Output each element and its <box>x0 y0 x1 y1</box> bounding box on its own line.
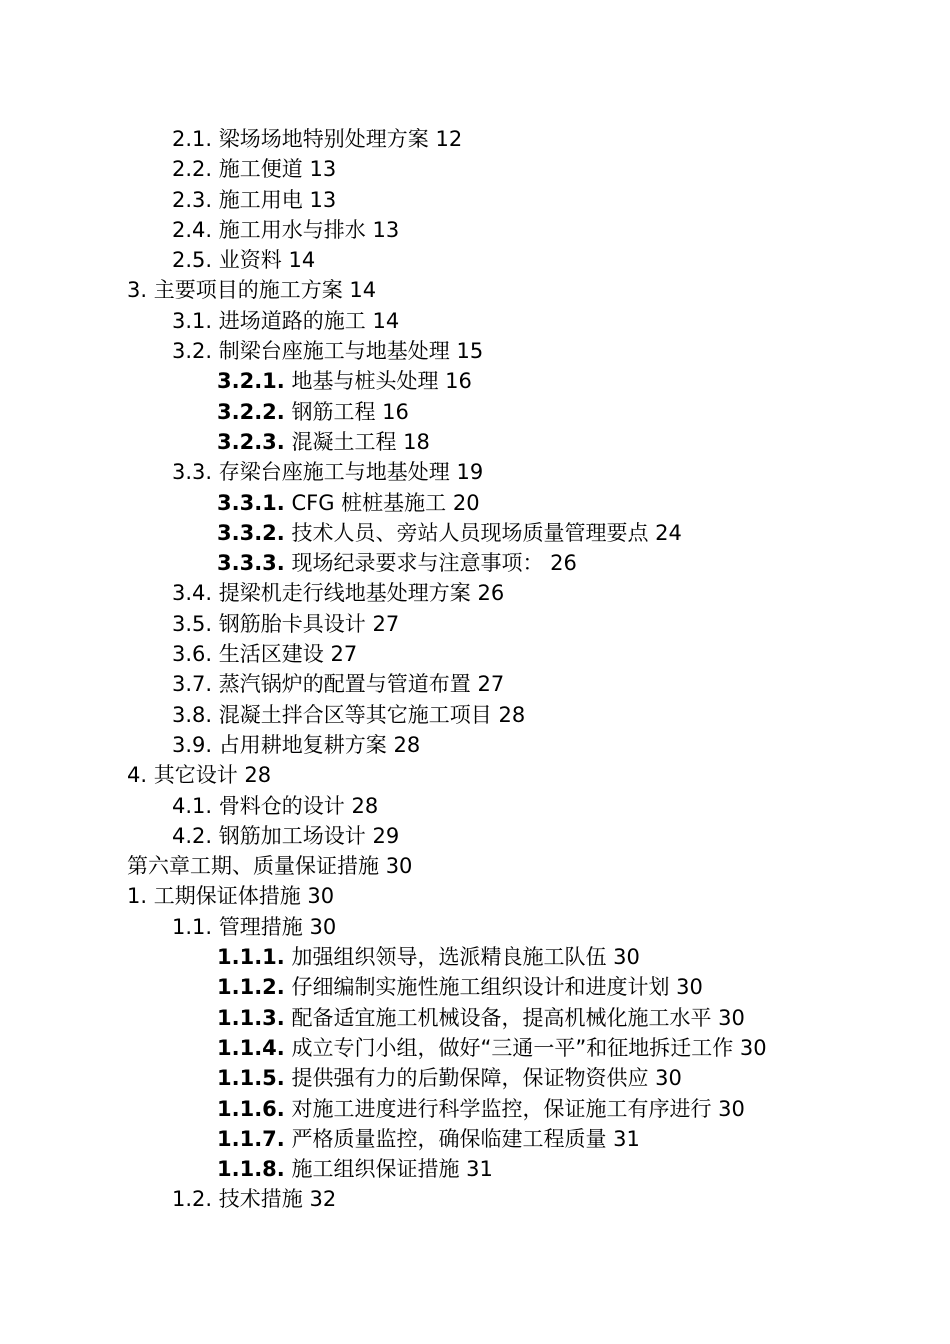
toc-entry-number: 3.6. <box>172 642 213 667</box>
toc-entry-page-number: 30 <box>718 1096 745 1121</box>
toc-entry[interactable] <box>0 275 950 305</box>
toc-entry-page-number: 16 <box>445 369 472 394</box>
toc-entry-title: 对施工进度进行科学监控，保证施工有序进行 <box>291 1096 712 1121</box>
toc-entry-page-number: 32 <box>309 1187 337 1212</box>
toc-entry-page-number: 28 <box>393 732 421 757</box>
toc-entry-page-number: 30 <box>655 1066 682 1091</box>
toc-entry[interactable] <box>0 457 950 487</box>
toc-entry-page-number: 20 <box>452 490 480 515</box>
toc-entry[interactable] <box>0 730 950 760</box>
toc-entry-title: 施工便道 <box>218 157 303 182</box>
toc-entry[interactable] <box>0 1124 950 1154</box>
toc-entry-number: 3.3.1. <box>217 490 285 515</box>
toc-entry-title: 施工用电 <box>218 187 303 212</box>
toc-entry-number: 1.1.4. <box>217 1035 285 1060</box>
toc-entry-title: 梁场场地特别处理方案 <box>218 127 429 151</box>
toc-entry-page-number: 28 <box>244 763 272 788</box>
toc-entry-title: 其它设计 <box>153 763 238 788</box>
toc-entry-title: 严格质量监控，确保临建工程质量 <box>291 1126 607 1151</box>
toc-entry[interactable] <box>0 609 950 639</box>
toc-entry-number: 3.1. <box>172 308 213 333</box>
toc-entry-number: 1.1. <box>172 914 213 939</box>
toc-entry-number: 3.2.3. <box>217 429 285 454</box>
toc-entry-title: 混凝土拌合区等其它施工项目 <box>218 702 492 727</box>
toc-entry-page-number: 19 <box>456 460 484 485</box>
toc-entry-title: 加强组织领导，选派精良施工队伍 <box>291 945 607 970</box>
toc-entry-page-number: 15 <box>456 339 484 364</box>
toc-entry[interactable] <box>0 245 950 275</box>
toc-entry-number: 1.1.3. <box>217 1005 285 1030</box>
toc-entry-number: 1.1.7. <box>217 1126 285 1151</box>
toc-entry-page-number: 14 <box>349 278 377 303</box>
toc-entry-number: 3.2.2. <box>217 399 285 424</box>
toc-entry[interactable] <box>0 336 950 366</box>
toc-entry-number: 3.2.1. <box>217 369 285 394</box>
toc-entry-page-number: 13 <box>309 187 337 212</box>
toc-entry-number: 2.5. <box>172 248 213 273</box>
toc-entry-number: 2.1. <box>172 127 213 151</box>
toc-entry[interactable] <box>0 124 950 154</box>
toc-entry-title: 混凝土工程 <box>291 429 397 454</box>
toc-entry-page-number: 24 <box>655 520 682 545</box>
toc-entry-title: 提梁机走行线地基处理方案 <box>218 581 471 606</box>
toc-entry-title: 主要项目的施工方案 <box>153 278 343 303</box>
toc-entry-page-number: 12 <box>435 127 463 151</box>
toc-entry-title: 钢筋胎卡具设计 <box>218 611 366 636</box>
toc-entry-page-number: 30 <box>309 914 337 939</box>
toc-entry[interactable] <box>0 1033 950 1063</box>
toc-entry[interactable] <box>0 548 950 578</box>
toc-entry-number: 1. <box>127 884 148 909</box>
toc-entry[interactable] <box>0 1154 950 1184</box>
toc-entry[interactable] <box>0 700 950 730</box>
toc-entry-title: 进场道路的施工 <box>218 308 366 333</box>
toc-entry-number: 1.1.1. <box>217 945 285 970</box>
toc-entry-page-number: 18 <box>403 429 430 454</box>
toc-entry-number: 2.2. <box>172 157 213 182</box>
toc-entry-page-number: 30 <box>718 1005 745 1030</box>
toc-entry-number: 3.4. <box>172 581 213 606</box>
toc-entry-number: 2.4. <box>172 217 213 242</box>
toc-entry[interactable] <box>0 427 950 457</box>
toc-entry[interactable] <box>0 881 950 911</box>
toc-entry-title: 钢筋加工场设计 <box>218 823 366 848</box>
toc-entry-title: 工期保证体措施 <box>153 884 301 909</box>
toc-entry[interactable] <box>0 397 950 427</box>
toc-entry[interactable] <box>0 154 950 184</box>
toc-entry[interactable] <box>0 518 950 548</box>
toc-entry-title: 施工用水与排水 <box>218 217 366 242</box>
toc-entry-page-number: 27 <box>372 611 400 636</box>
toc-entry-title: 蒸汽锅炉的配置与管道布置 <box>218 672 471 697</box>
toc-entry-page-number: 30 <box>676 975 703 1000</box>
toc-entry-page-number: 14 <box>288 248 316 273</box>
toc-entry[interactable] <box>0 578 950 608</box>
toc-entry-page-number: 26 <box>477 581 505 606</box>
toc-entry-title: 制梁台座施工与地基处理 <box>218 339 450 364</box>
toc-entry-title: 配备适宜施工机械设备，提高机械化施工水平 <box>291 1005 712 1030</box>
toc-entry[interactable] <box>0 791 950 821</box>
toc-entry-title: 生活区建设 <box>218 642 324 667</box>
toc-entry[interactable] <box>0 1184 950 1214</box>
toc-entry-title: 现场纪录要求与注意事项： <box>291 551 544 576</box>
toc-entry-number: 1.1.2. <box>217 975 285 1000</box>
toc-entry-title: 施工组织保证措施 <box>291 1157 460 1182</box>
toc-entry[interactable] <box>0 488 950 518</box>
toc-entry[interactable] <box>0 972 950 1002</box>
toc-entry[interactable] <box>0 366 950 396</box>
toc-entry-page-number: 27 <box>477 672 505 697</box>
toc-entry-number: 3. <box>127 278 148 303</box>
toc-entry-page-number: 28 <box>498 702 526 727</box>
toc-entry-number: 3.3.3. <box>217 551 285 576</box>
toc-entry-title: 成立专门小组，做好“三通一平”和征地拆迁工作 <box>291 1035 734 1060</box>
toc-entry-page-number: 13 <box>372 217 400 242</box>
toc-entry[interactable] <box>0 851 950 881</box>
toc-entry[interactable] <box>0 1063 950 1093</box>
toc-entry-title: 钢筋工程 <box>291 399 376 424</box>
toc-entry-page-number: 13 <box>309 157 337 182</box>
toc-entry[interactable] <box>0 185 950 215</box>
toc-entry-page-number: 29 <box>372 823 400 848</box>
toc-entry-number: 3.3. <box>172 460 213 485</box>
toc-entry[interactable] <box>0 821 950 851</box>
toc-entry-number: 3.8. <box>172 702 213 727</box>
toc-entry-page-number: 16 <box>382 399 409 424</box>
toc-entry-title: 第六章工期、质量保证措施 <box>127 854 379 879</box>
toc-entry-number: 3.2. <box>172 339 213 364</box>
toc-entry-number: 3.5. <box>172 611 213 636</box>
toc-entry-title: 业资料 <box>218 248 282 273</box>
toc-entry-title: 提供强有力的后勤保障，保证物资供应 <box>291 1066 649 1091</box>
toc-entry[interactable] <box>0 669 950 699</box>
toc-entry-title: 骨料仓的设计 <box>218 793 345 818</box>
toc-entry-title: 存梁台座施工与地基处理 <box>218 460 450 485</box>
toc-entry[interactable] <box>0 639 950 669</box>
toc-entry-page-number: 31 <box>466 1157 493 1182</box>
toc-entry-page-number: 26 <box>550 551 577 576</box>
toc-entry[interactable] <box>0 1003 950 1033</box>
toc-entry-number: 3.9. <box>172 732 213 757</box>
toc-entry-page-number: 30 <box>739 1035 767 1060</box>
toc-entry-number: 2.3. <box>172 187 213 212</box>
toc-entry-title: 占用耕地复耕方案 <box>218 732 387 757</box>
toc-entry-number: 4. <box>127 763 148 788</box>
toc-entry[interactable] <box>0 215 950 245</box>
toc-entry[interactable] <box>0 942 950 972</box>
toc-entry-title: 仔细编制实施性施工组织设计和进度计划 <box>291 975 670 1000</box>
toc-entry-page-number: 30 <box>385 854 413 879</box>
toc-entry-title: 地基与桩头处理 <box>291 369 439 394</box>
toc-entry-page-number: 31 <box>613 1126 640 1151</box>
toc-entry-title: 技术人员、旁站人员现场质量管理要点 <box>291 520 649 545</box>
toc-entry[interactable] <box>0 1094 950 1124</box>
toc-entry-title: CFG 桩桩基施工 <box>291 490 447 515</box>
toc-entry-number: 1.1.6. <box>217 1096 285 1121</box>
toc-entry-page-number: 28 <box>351 793 379 818</box>
toc-entry-page-number: 27 <box>330 642 358 667</box>
toc-entry-title: 管理措施 <box>218 914 303 939</box>
toc-entry-number: 1.2. <box>172 1187 213 1212</box>
toc-entry-number: 3.7. <box>172 672 213 697</box>
toc-entry-number: 4.2. <box>172 823 213 848</box>
toc-entry-number: 1.1.8. <box>217 1157 285 1182</box>
toc-entry[interactable] <box>0 306 950 336</box>
toc-entry-page-number: 14 <box>372 308 400 333</box>
toc-entry-number: 1.1.5. <box>217 1066 285 1091</box>
toc-entry[interactable] <box>0 760 950 790</box>
toc-entry-number: 4.1. <box>172 793 213 818</box>
toc-entry-page-number: 30 <box>613 945 640 970</box>
table-of-contents <box>0 124 950 1215</box>
toc-entry[interactable] <box>0 912 950 942</box>
toc-entry-title: 技术措施 <box>218 1187 303 1212</box>
toc-entry-page-number: 30 <box>307 884 335 909</box>
toc-entry-number: 3.3.2. <box>217 520 285 545</box>
